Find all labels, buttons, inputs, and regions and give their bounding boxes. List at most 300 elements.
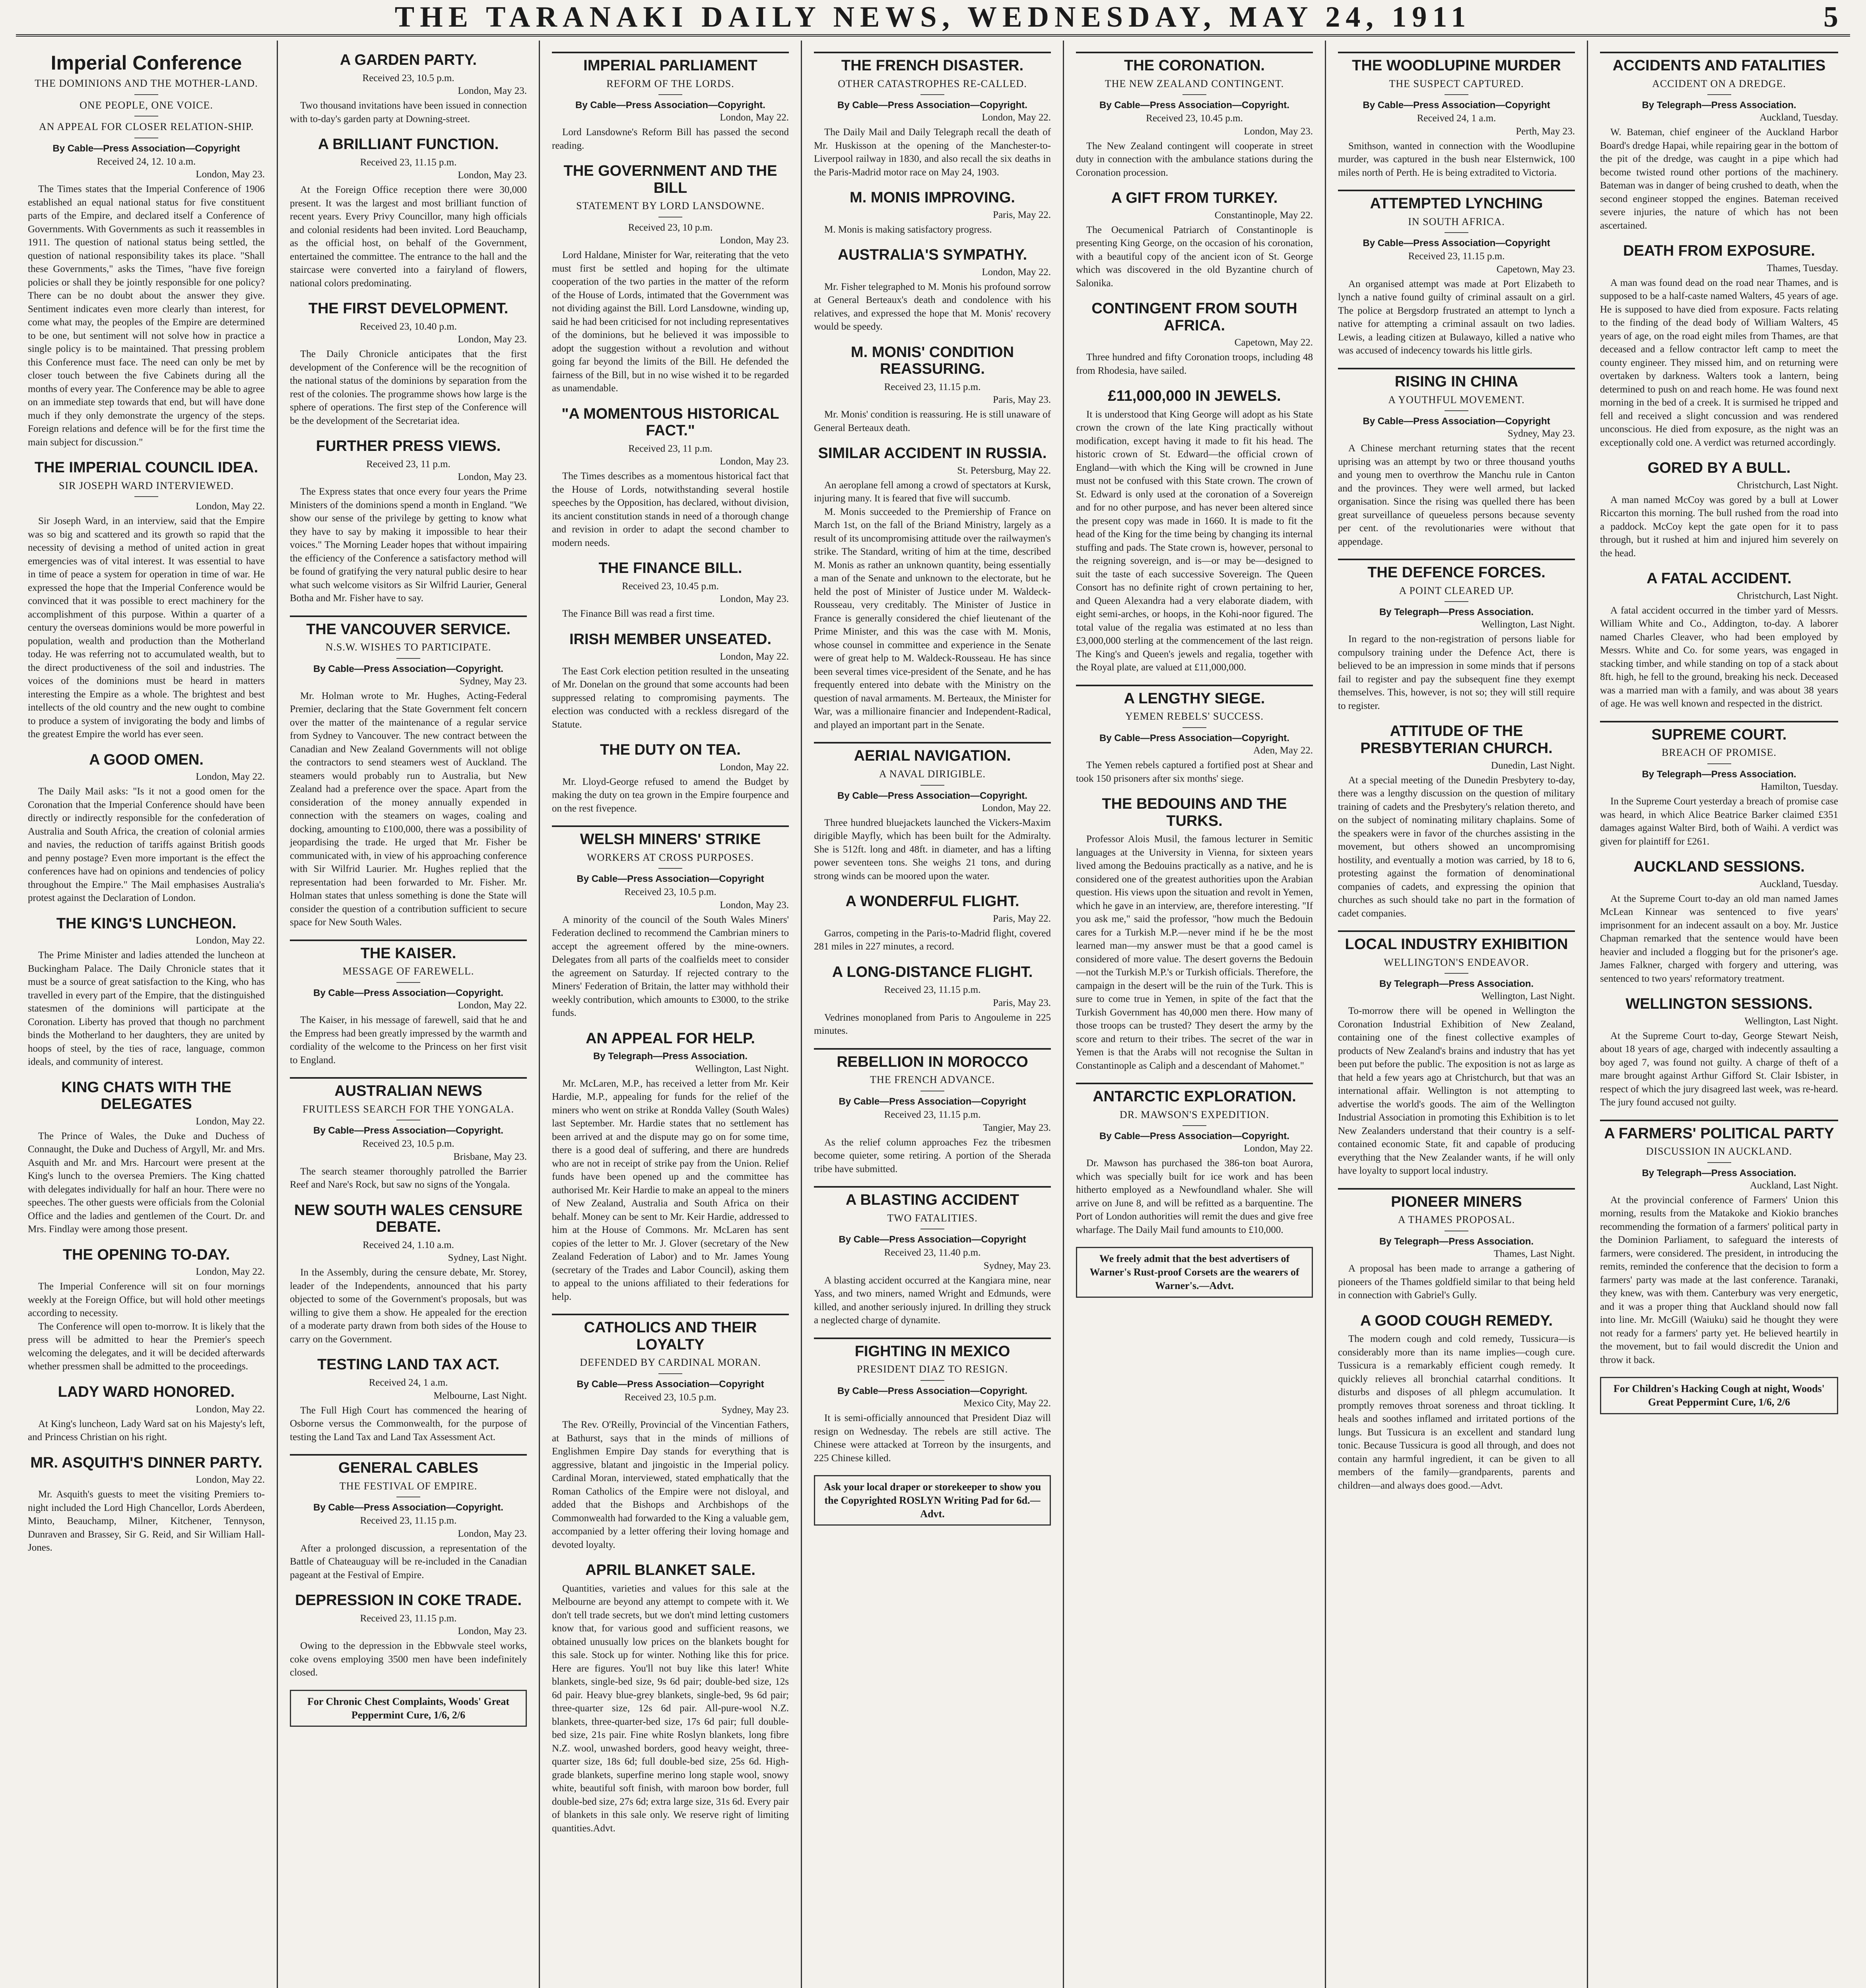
article (1600, 460, 1838, 560)
article-paragraph: The Express states that once every four years the Prime Ministers of the dominions spend a month in England. "We show our sense of the privilege by getting to know what they have to say by making it impossible to hear their voices." The Morning Leader hopes that without impairing the efficiency of the Conference a satisfactory method will be found of gratifying the very natural public desire to hear what such welcome visitors as Sir Wilfrid Laurier, General Botha and Mr. Fisher have to say. (290, 486, 527, 604)
article-dateline: London, May 23. (720, 235, 789, 246)
article (1076, 1083, 1313, 1237)
article-dateline: Wellington, Last Night. (1481, 991, 1575, 1002)
article-dateline: London, May 23. (1244, 126, 1313, 137)
article (290, 1592, 527, 1679)
article (1338, 1188, 1575, 1302)
article-paragraph: Mr. Lloyd-George refused to amend the Budget by making the duty on tea grown in the Empire fourpence and on the rest fivepence. (552, 776, 789, 814)
article-headline: M. MONIS IMPROVING. (850, 189, 1015, 206)
article-dateline: Paris, May 23. (993, 394, 1051, 406)
article-headline: AUSTRALIAN NEWS (290, 1077, 527, 1100)
article-subhead: ONE PEOPLE, ONE VOICE. (28, 99, 265, 117)
article (1600, 243, 1838, 449)
article-paragraph: The Imperial Conference will sit on four mornings weekly at the Foreign Office, but will hold other meetings according to necessity. (28, 1281, 265, 1319)
article-paragraph: At the Supreme Court to-day an old man named James McLean Kinnear was sentenced to five years' imprisonment for an indecent assault on a boy. Mr. Justice Chapman remarked that the sentence would have been heavier and included a flogging but for the prisoner's age. James Falkner, charged with forgery and uttering, was sentenced to two years' reformatory treatment. (1600, 893, 1838, 984)
column-6 (1326, 41, 1588, 1988)
article-credit: By Cable—Press Association—Copyright. (1099, 1131, 1289, 1142)
article-headline: REBELLION IN MOROCCO (814, 1048, 1051, 1071)
article-headline: LADY WARD HONORED. (58, 1383, 235, 1400)
article-credit: By Cable—Press Association—Copyright (839, 1234, 1026, 1245)
article (1600, 858, 1838, 985)
article (290, 300, 527, 427)
article-received: Received 24, 1 a.m. (1417, 113, 1496, 124)
article-credit: By Cable—Press Association—Copyright. (313, 1502, 503, 1513)
article (1338, 190, 1575, 357)
article-headline: A FARMERS' POLITICAL PARTY (1600, 1120, 1838, 1142)
article-received: Received 23, 10.5 p.m. (362, 72, 454, 83)
masthead-title: THE TARANAKI DAILY NEWS, WEDNESDAY, MAY 24, 1911 (394, 0, 1472, 33)
article-headline: GENERAL CABLES (290, 1454, 527, 1477)
article-dateline: Paris, May 23. (993, 997, 1051, 1008)
article-credit: By Cable—Press Association—Copyright (1363, 416, 1550, 427)
article-paragraph: The Kaiser, in his message of farewell, said that he and the Empress had been greatly impressed by the warmth and cordiality of the welcome to the Princess on her first visit to England. (290, 1015, 527, 1066)
article (28, 1454, 265, 1555)
masthead (16, 0, 1850, 37)
article-headline: A BRILLIANT FUNCTION. (318, 136, 499, 153)
article-headline: THE KING'S LUNCHEON. (56, 915, 237, 932)
article-headline: WELSH MINERS' STRIKE (552, 825, 789, 848)
article-paragraph: It is understood that King George will adopt as his State crown the crown of the late King practically without modification, except having it made to fit his head. The historic crown of St. Edward—the official crown of England—with which the King will be crowned in June must not be confused with this State crown. The crown of St. Edward is only used at the coronation of a Sovereign and for no other purpose, and has never been altered since the present copy was made in 1660. It is made to fit the head of the King for the time being by changing its internal stuffing and pads. The State crown is, however, personal to the reigning sovereign, and is—or may be—designed to suit the taste of each successive Sovereign. The Queen Consort has no definite right of crown pertaining to her, and Queen Alexandra had a very elaborate diadem, with eight semi-arches, or hoops, in the Kohi-noor figured. The total value of the regalia was estimated at no less than £3,000,000 sterling at the commencement of the last reign. The King's and Queen's jewels and regalia, together with the Royal plate, are valued at £11,000,000. (1076, 409, 1313, 673)
article-paragraph: A man was found dead on the road near Thames, and is supposed to be a half-caste named Walters, 45 years of age. He is supposed to have died from exposure. Facts relating to the finding of the dead body of William Walters, 45 years of age, on the road eight miles from Thames, are that deceased and a fellow contractor left camp to meet the county engineer. They missed him, and on returning were overtaken by darkness. Walters took a lantern, being determined to push on and reach home. He was found next morning in the bed of a creek. It is surmised he tripped and fell and received a slight concussion and was rendered unconscious. He died from exposure, as the night was an exceptionally cold one. A verdict was returned accordingly. (1600, 277, 1838, 448)
article-dateline: London, May 23. (458, 170, 527, 181)
column-3 (540, 41, 802, 1988)
advertisement-text: For Children's Hacking Cough at night, Woods' Great Peppermint Cure, 1/6, 2/6 (1614, 1383, 1825, 1408)
article-paragraph: At King's luncheon, Lady Ward sat on his Majesty's left, and Princess Christian on his right. (28, 1418, 265, 1443)
article-credit: By Cable—Press Association—Copyright. (575, 100, 765, 111)
article-dateline: London, May 22. (982, 266, 1051, 278)
article (28, 52, 265, 449)
article-headline: A FATAL ACCIDENT. (1647, 570, 1792, 587)
advertisement (814, 1475, 1051, 1526)
article-dateline: Aden, May 22. (1253, 745, 1313, 756)
article-headline: THE FIRST DEVELOPMENT. (308, 300, 509, 317)
article-received: Received 23, 11.15 p.m. (360, 1613, 457, 1624)
article (552, 406, 789, 550)
article-headline: FURTHER PRESS VIEWS. (316, 438, 501, 455)
article (814, 189, 1051, 236)
article-headline: THE BEDOUINS AND THE TURKS. (1102, 796, 1287, 829)
article (290, 615, 527, 929)
article-headline: IMPERIAL PARLIAMENT (552, 52, 789, 74)
article-headline: THE DEFENCE FORCES. (1338, 559, 1575, 581)
article-paragraph: Quantities, varieties and values for this sale at the Melbourne are beyond any attempt to compete with it. We don't tell trade secrets, but we don't mind letting customers know that, for various good and sufficient reasons, we obtained unusually low prices on the blankets bought for this sale. Stock up for winter. Nothing like this for price. Here are figures. You'll not buy like this later! White blankets, single-bed size, 9s 6d pair; double-bed size, 12s 6d pair. Heavy blue-grey blankets, single-bed, 9s 6d pair; three-quarter size, 12s 6d pair. All-pure-wool N.Z. blankets, three-quarter-bed size, 17s 6d pair; full double-bed size, 21s pair. Fine white Roslyn blankets, long fibre N.Z. wool, unwashed borders, good heavy weight, three-quarter size, 18s 6d; full double-bed size, 25s 6d. High-grade blankets, superfine merino long staple wool, snowy white, beautiful soft finish, with maroon bow border, full double-bed size, 27s 6d; extra large size, 31s 6d. Every pair of blankets in this sale only. We reserve right of limiting quantities.Advt. (552, 1583, 789, 1834)
article-dateline: London, May 22. (720, 761, 789, 773)
article-dateline: London, May 23. (458, 1626, 527, 1637)
article (28, 915, 265, 1069)
article-credit: By Cable—Press Association—Copyright (1363, 100, 1550, 111)
article-dateline: London, May 22. (196, 1116, 265, 1127)
article-paragraph: The Daily Mail and Daily Telegraph recall the death of Mr. Huskisson at the opening of the Manchester-to-Liverpool railway in 1830, and also recall the six deaths in the Paris-Madrid motor race on May 24, 1903. (814, 127, 1051, 178)
article-received: Received 23, 11.15 p.m. (360, 157, 457, 168)
article-credit: By Telegraph—Press Association. (593, 1051, 748, 1062)
article-paragraph: The Times describes as a momentous historical fact that the House of Lords, notwithstanding several hostile speeches by the Opposition, has declared, without division, its ancient constitution stands in need of a thorough change and revision in order to adapt the second chamber to modern needs. (552, 471, 789, 548)
article-paragraph: At the Foreign Office reception there were 30,000 present. It was the largest and most brilliant function of recent years. Every Privy Councillor, many high officials and colonial residents had been invited. Lord Beauchamp, as the official host, on behalf of the Government, entertained the committee. The entrance to the hall and the staircase were converted into a fairyland of flowers, national colors predominating. (290, 184, 527, 289)
article-paragraph: In regard to the non-registration of persons liable for compulsory training under the Defence Act, there is believed to be an impression in some minds that if persons fail to register and pay the subsequent fine they exempt themselves. This, however, is not so; they will still require to register. (1338, 634, 1575, 711)
article-dateline: London, May 22. (458, 1000, 527, 1011)
article-subhead: OTHER CATASTROPHES RE-CALLED. (814, 78, 1051, 95)
article (814, 742, 1051, 883)
article-paragraph: A minority of the council of the South Wales Miners' Federation declined to recommend the Cambrian miners to accept the agreement offered by the mine-owners. Delegates from all parts of the coalfields meet to consider the agreement on Saturday. If rejected contrary to the Miners' Federation of Britain, the latter may withhold their weekly contribution, which amounts to £3000, to the strike funds. (552, 914, 789, 1019)
article-credit: By Cable—Press Association—Copyright. (313, 987, 503, 998)
article-paragraph: A Chinese merchant returning states that the recent uprising was an attempt by two or three thousand youths and young men to overthrow the Manchu rule in Canton and the provinces. They were well armed, but lacked organisation. Since the rising was quelled there has been great surveillance of queueless persons because seventy per cent. of the revolutionaries were without that appendage. (1338, 443, 1575, 547)
column-2 (278, 41, 540, 1988)
article-credit: By Telegraph—Press Association. (1379, 978, 1534, 990)
article-paragraph: Sir Joseph Ward, in an interview, said that the Empire was so big and scattered and its growth so rapid that the necessity of devising a method of united action in great emergencies was of vital interest. It was essential to have in time of peace a system for operation in time of war. He expressed the hope that the Imperial Conference would be convinced that it was possible to erect machinery for the accomplishment of this purpose. Within a quarter of a century the overseas dominions would be more powerful in population, wealth and production than the Motherland today. He was referring not to accumulated wealth, but to the direct productiveness of the soil and industries. The voices of the dominions must be heard in matters interesting the Empire as a whole. The brightest and best intellects of the old country and the new ought to combine to produce a system of invigorating the body and limbs of the greatest Empire the world has ever seen. (28, 516, 265, 740)
article-paragraph: At the provincial conference of Farmers' Union this morning, results from the Matakoke and Kiokio branches recommending the formation of a farmers' political party in the Dominion Parliament, to safeguard the interests of farmers, were considered. The president, in introducing the remits, reminded the conference that the decision to form a farmers' party was made at the last conference. Taranaki, they knew, was with them. Canterbury was very energetic, and it was a proper thing that Auckland should now fall into line. Mr. McGill (Waiuku) said he thought they were not ready for a farmers' party yet. He believed heartily in the movement, but to fail would discredit the Union and throw it back. (1600, 1194, 1838, 1365)
article-received: Received 24, 1 a.m. (369, 1377, 448, 1388)
column-5 (1064, 41, 1326, 1988)
article-dateline: Wellington, Last Night. (695, 1063, 789, 1074)
article-paragraph: A fatal accident occurred in the timber yard of Messrs. William White and Co., Addington, to-day. A laborer named Charles Cleaver, who had been employed by Messrs. White and Co. for some years, was engaged in stacking timber, and while standing on top of a stack about 8ft. high, he fell to the ground, breaking his neck. Deceased was a married man with a family, and was about 38 years of age. He was well known and respected in the district. (1600, 605, 1838, 709)
article-dateline: Tangier, May 23. (983, 1122, 1051, 1133)
article-headline: A LONG-DISTANCE FLIGHT. (832, 963, 1033, 980)
article-credit: By Telegraph—Press Association. (1379, 1236, 1534, 1247)
article-subhead: A THAMES PROPOSAL. (1338, 1213, 1575, 1231)
article-dateline: Wellington, Last Night. (1481, 619, 1575, 630)
article-subhead: A YOUTHFUL MOVEMENT. (1338, 394, 1575, 412)
article (814, 445, 1051, 732)
article-dateline: Thames, Tuesday. (1767, 262, 1838, 274)
article-received: Received 24, 1.10 a.m. (363, 1239, 454, 1250)
article-subhead: THE DOMINIONS AND THE MOTHER-LAND. (28, 77, 265, 95)
article-subhead: WELLINGTON'S ENDEAVOR. (1338, 956, 1575, 974)
article-paragraph: Professor Alois Musil, the famous lecturer in Semitic languages at the University in Vienna, for sixteen years lived among the Bedouins practically as a native, and he is considered one of the greatest authorities upon the Arabian question. His views upon the situation and revolt in Yemen, which he gave in an interview, are, therefore interesting. "If you ask me," said the professor, "how much the Bedouin cares for a Turkish M.P.—never mind if he be the most learned man—my answer must be that a good camel is considered of more value. The desert governs the Bedouin—not the Turkish M.P.'s or Turkish officials. Therefore, the campaign in the desert will be the ruin of the Turk. This is sure to come true in Yemen, in spite of the fact that the Turkish Government has 40,000 men there. How many of those troops can be trusted? They desert the army by the score and return to their tribes. The secret of the war in Yemen is that the Arabs will not recognise the Sultan in Constantinople as Caliph and a descendant of Mahomet." (1076, 834, 1313, 1071)
article-received: Received 23, 11.15 p.m. (360, 1515, 457, 1526)
article-headline: THE KAISER. (290, 940, 527, 962)
article-received: Received 23, 11 p.m. (366, 458, 450, 470)
article-dateline: Paris, May 22. (993, 209, 1051, 220)
advertisement-text: For Chronic Chest Complaints, Woods' Great Peppermint Cure, 1/6, 2/6 (307, 1695, 509, 1721)
article-dateline: London, May 23. (458, 1528, 527, 1539)
article (1600, 52, 1838, 232)
article-received: Received 23, 10.5 p.m. (362, 1138, 454, 1149)
article (814, 1338, 1051, 1465)
article-paragraph: Lord Haldane, Minister for War, reiterating that the veto must first be settled and hoping for the ultimate cooperation of the two parties in the matter of the reform of the House of Lords, intimated that the Government was not dividing against the Bill. Lord Lansdowne, winding up, said he had been criticised for not including representatives of the dominions, but he believed it was impossible to adopt the suggestion without a revolution and without going far beyond the limits of the Bill. He defended the fairness of the Bill, but in no wise wished it to be regarded as unamendable. (552, 250, 789, 394)
article-headline: DEATH FROM EXPOSURE. (1623, 243, 1815, 260)
column-7 (1588, 41, 1850, 1988)
article-paragraph: The modern cough and cold remedy, Tussicura—is considerably more than its name implies—cough cure. Tussicura is a remarkably efficient cough remedy. It quickly relieves all bronchial catarrhal conditions. It disturbs and disposes of all phlegm accumulation. It promptly removes throat soreness and throat tickling. It heals and soothes inflamed and irritated portions of the lungs. But Tussicura is an excellent and standard lung tonic. Because Tussicura is good all through, and does not contain any harmful ingredient, it can be given to all members of the family—grandparents, parents and children—and always does good.—Advt. (1338, 1334, 1575, 1491)
article-headline: SUPREME COURT. (1600, 721, 1838, 744)
article-paragraph: The Daily Mail asks: "Is it not a good omen for the Coronation that the Imperial Conference should have been directly or indirectly responsible for the confederation of Australia and South Africa, the creation of colonial armies and navies, the reduction of tariffs against British goods and penny postage? Even more important is the effect the conferences have had on opinions and tendencies of policy throughout the Empire." The Mail emphasises Australia's protest against the Declaration of London. (28, 786, 265, 904)
article-dateline: Sydney, Last Night. (448, 1252, 527, 1264)
article-credit: By Cable—Press Association—Copyright. (1099, 100, 1289, 111)
news-columns (16, 41, 1850, 1988)
article-headline: MR. ASQUITH'S DINNER PARTY. (30, 1454, 262, 1471)
article-received: Received 24, 12. 10 a.m. (97, 156, 196, 167)
article-subhead: DEFENDED BY CARDINAL MORAN. (552, 1356, 789, 1374)
article-headline: £11,000,000 IN JEWELS. (1108, 388, 1281, 405)
article (1076, 796, 1313, 1072)
article-paragraph: The Prime Minister and ladies attended the luncheon at Buckingham Palace. The Daily Chronicle states that it must be a source of great satisfaction to the King, who has travelled in every part of the Empire, that the distinguished statesmen of the dominions will participate at the Coronation. Liberty has proved that though no parchment binds the Motherland to her daughters, they are united by hoops of steel, by the ties of race, language, common ideals, and community of interest. (28, 950, 265, 1068)
article-received: Received 23, 11.15 p.m. (884, 381, 981, 392)
article-subhead: MESSAGE OF FAREWELL. (290, 965, 527, 983)
article-dateline: London, May 23. (720, 899, 789, 911)
article (1076, 388, 1313, 674)
article-paragraph: It is semi-officially announced that President Diaz will resign on Wednesday. The rebels are still active. The Chinese were attacked at Torreon by the insurgents, and 225 Chinese killed. (814, 1413, 1051, 1464)
article-dateline: London, May 22. (196, 1474, 265, 1485)
article (552, 1030, 789, 1303)
article-credit: By Cable—Press Association—Copyright (577, 874, 764, 885)
article-received: Received 23, 11 p.m. (628, 443, 713, 454)
article-dateline: London, May 22. (196, 501, 265, 512)
article (1076, 52, 1313, 179)
article (290, 1454, 527, 1582)
article (1600, 1120, 1838, 1367)
article-dateline: London, May 23. (458, 334, 527, 345)
article-headline: FIGHTING IN MEXICO (814, 1338, 1051, 1360)
article-paragraph: The Yemen rebels captured a fortified post at Shear and took 150 prisoners after six months' siege. (1076, 760, 1313, 784)
article-headline: THE WOODLUPINE MURDER (1338, 52, 1575, 74)
article-credit: By Cable—Press Association—Copyright. (1099, 732, 1289, 744)
article-subhead: SIR JOSEPH WARD INTERVIEWED. (28, 480, 265, 497)
advertisement-text: Ask your local draper or storekeeper to show you the Copyrighted ROSLYN Writing Pad for 6d.—Advt. (823, 1481, 1041, 1520)
article (290, 1356, 527, 1444)
article-paragraph: After a prolonged discussion, a representation of the Battle of Chateauguay will be re-included in the Canadian pageant at the Festival of Empire. (290, 1543, 527, 1580)
article-paragraph: The Rev. O'Reilly, Provincial of the Vincentian Fathers, at Bathurst, says that in the minds of millions of Englishmen Empire Day stands for everything that is aggressive, blatant and jingoistic in the Imperial policy. Cardinal Moran, interviewed, stated emphatically that the Roman Catholics of the Empire were not disloyal, and added that the Bishops and Archbishops of the Commonwealth had forwarded to the King a valuable gem, accompanied by a letter offering their loving homage and devoted loyalty. (552, 1419, 789, 1550)
page-number: 5 (1823, 0, 1838, 33)
article-paragraph: Two thousand invitations have been issued in connection with to-day's garden party at Downing-street. (290, 100, 527, 124)
article (1076, 190, 1313, 290)
article-headline: THE IMPERIAL COUNCIL IDEA. (34, 459, 258, 476)
article-paragraph: The New Zealand contingent will cooperate in street duty in connection with the ambulance stations during the Coronation procession. (1076, 140, 1313, 178)
article-paragraph: Garros, competing in the Paris-to-Madrid flight, covered 281 miles in 227 minutes, a record. (814, 928, 1051, 952)
article (1338, 559, 1575, 712)
article-headline: THE GOVERNMENT AND THE BILL (563, 163, 777, 196)
article-paragraph: The Full High Court has commenced the hearing of Osborne versus the Commonwealth, for the purpose of testing the Land Tax and Land Tax Assessment Act. (290, 1405, 527, 1442)
advertisement (290, 1690, 527, 1727)
article-dateline: London, May 22. (720, 651, 789, 662)
article-subhead: YEMEN REBELS' SUCCESS. (1076, 710, 1313, 728)
article-headline: DEPRESSION IN COKE TRADE. (295, 1592, 522, 1609)
article-dateline: Auckland, Tuesday. (1759, 878, 1838, 889)
article (814, 1186, 1051, 1327)
article (290, 940, 527, 1067)
article-subhead: PRESIDENT DIAZ TO RESIGN. (814, 1363, 1051, 1381)
article-subhead: ACCIDENT ON A DREDGE. (1600, 78, 1838, 95)
article-headline: TESTING LAND TAX ACT. (317, 1356, 500, 1373)
article-headline: A GOOD OMEN. (89, 751, 204, 768)
article-headline: M. MONIS' CONDITION REASSURING. (850, 344, 1014, 378)
article-dateline: London, May 22. (720, 112, 789, 123)
article-dateline: London, May 22. (196, 935, 265, 946)
article-subhead: THE SUSPECT CAPTURED. (1338, 78, 1575, 95)
article-dateline: St. Petersburg, May 22. (957, 465, 1051, 476)
article-subhead: A POINT CLEARED UP. (1338, 584, 1575, 602)
article-paragraph: Smithson, wanted in connection with the Woodlupine murder, was captured in the bush near Elsternwick, 100 miles north of Perth. He is being extradited to Victoria. (1338, 140, 1575, 178)
article-received: Received 23, 10.45 p.m. (1146, 113, 1243, 124)
article-headline: ACCIDENTS AND FATALITIES (1600, 52, 1838, 74)
article-subhead: THE NEW ZEALAND CONTINGENT. (1076, 78, 1313, 95)
article-headline: A LENGTHY SIEGE. (1076, 685, 1313, 707)
article-dateline: Christchurch, Last Night. (1737, 590, 1838, 601)
article-headline: "A MOMENTOUS HISTORICAL FACT." (561, 405, 779, 439)
article (290, 1202, 527, 1346)
article (814, 247, 1051, 334)
article-headline: CATHOLICS AND THEIR LOYALTY (552, 1314, 789, 1353)
article-received: Received 23, 10.5 p.m. (624, 1392, 716, 1403)
article (1338, 52, 1575, 179)
article-dateline: London, May 22. (982, 802, 1051, 813)
article-subhead: TWO FATALITIES. (814, 1212, 1051, 1230)
article-headline: GORED BY A BULL. (1647, 460, 1791, 477)
article-paragraph: Mr. Asquith's guests to meet the visiting Premiers to-night included the Lord High Chancellor, Lords Aberdeen, Minto, Beauchamp, Milner, Kitchener, Tennyson, Dunraven and Brassey, Sir G. Reid, and Sir William Hall-Jones. (28, 1489, 265, 1553)
article-headline: WELLINGTON SESSIONS. (1625, 996, 1813, 1013)
article-headline: NEW SOUTH WALES CENSURE DEBATE. (294, 1202, 523, 1236)
article-paragraph: In the Supreme Court yesterday a breach of promise case was heard, in which Alice Beatrice Barker claimed £351 damages against Walter Bird, both of Waihi. A verdict was given for plaintiff for £261. (1600, 796, 1838, 847)
article-headline: APRIL BLANKET SALE. (585, 1562, 755, 1579)
article-paragraph: The East Cork election petition resulted in the unseating of Mr. Donelan on the ground that some accounts had been suppressed relating to compromising payments. The election was conducted with a reckless disregard of the Statute. (552, 666, 789, 730)
article-dateline: London, May 23. (458, 85, 527, 97)
article-dateline: London, May 22. (196, 1404, 265, 1415)
article-dateline: London, May 23. (720, 594, 789, 605)
article-credit: By Telegraph—Press Association. (1379, 607, 1534, 618)
article (552, 631, 789, 731)
article-headline: IRISH MEMBER UNSEATED. (569, 631, 772, 648)
article-credit: By Telegraph—Press Association. (1642, 100, 1796, 111)
article-subhead: FRUITLESS SEARCH FOR THE YONGALA. (290, 1103, 527, 1121)
article-received: Received 23, 11.40 p.m. (884, 1247, 981, 1258)
article-credit: By Cable—Press Association—Copyright. (313, 663, 503, 674)
article-received: Received 23, 10.40 p.m. (360, 321, 457, 332)
article-paragraph: W. Bateman, chief engineer of the Auckland Harbor Board's dredge Hapai, while repairing gear in the bottom of the pit of the dredge, was caught in a pipe which had become twisted round other portions of the machinery. Bateman was in danger of being crushed to death, when the second engineer stopped the engines. Bateman received severe injuries, the nature of which has not been ascertained. (1600, 127, 1838, 231)
article-paragraph: The Conference will open to-morrow. It is likely that the press will be admitted to hear the Premier's speech welcoming the delegates, and it will be decided afterwards whether pressmen shall be admitted to the proceedings. (28, 1321, 265, 1372)
article (290, 438, 527, 605)
article-dateline: Paris, May 22. (993, 913, 1051, 924)
article-headline: CONTINGENT FROM SOUTH AFRICA. (1091, 300, 1297, 334)
article-credit: By Cable—Press Association—Copyright. (837, 1385, 1027, 1396)
article (814, 1048, 1051, 1176)
article-subhead: WORKERS AT CROSS PURPOSES. (552, 851, 789, 869)
article (290, 1077, 527, 1192)
article-subhead: STATEMENT BY LORD LANSDOWNE. (552, 200, 789, 217)
article-dateline: Perth, May 23. (1516, 126, 1575, 137)
article-headline: THE CORONATION. (1076, 52, 1313, 74)
article (552, 163, 789, 395)
article-headline: THE DUTY ON TEA. (600, 742, 741, 759)
article-paragraph: A blasting accident occurred at the Kangiara mine, near Yass, and two miners, named Wright and Edmunds, were killed, and another seriously injured. In drilling they struck a neglected charge of dynamite. (814, 1275, 1051, 1326)
article-headline: A WONDERFUL FLIGHT. (845, 893, 1019, 910)
article-paragraph: Dr. Mawson has purchased the 386-ton boat Aurora, which was specially built for ice work and has been hitherto employed as a Newfoundland whaler. She will arrive on June 8, and will be refitted as a barquentine. The Port of London authorities will remit the dues and give free wharfage. The Daily Mail fund amounts to £10,000. (1076, 1158, 1313, 1235)
article-dateline: Sydney, May 23. (983, 1260, 1051, 1271)
article-paragraph: M. Monis is making satisfactory progress. (824, 224, 992, 235)
article-paragraph: Three hundred and fifty Coronation troops, including 48 from Rhodesia, have sailed. (1076, 352, 1313, 376)
article-paragraph: An organised attempt was made at Port Elizabeth to lynch a native found guilty of criminal assault on a girl. The police at Bergsdorp frustrated an attempt to lynch a native for attempting a criminal assault on two ladies. Lewis, a leading citizen at Bulawayo, killed a native who was accused of indecency towards his little girls. (1338, 278, 1575, 356)
article (552, 742, 789, 815)
article-paragraph: Lord Lansdowne's Reform Bill has passed the second reading. (552, 127, 789, 151)
article-paragraph: The search steamer thoroughly patrolled the Barrier Reef and Nare's Rock, but saw no signs of the Yongala. (290, 1166, 527, 1190)
article (552, 1314, 789, 1551)
article-received: Received 23, 10.5 p.m. (624, 887, 716, 898)
article-subhead: DR. MAWSON'S EXPEDITION. (1076, 1109, 1313, 1126)
article-received: Received 23, 11.15 p.m. (884, 1109, 981, 1120)
article (814, 893, 1051, 953)
article (1076, 685, 1313, 785)
article-dateline: Brisbane, May 23. (453, 1151, 527, 1162)
article-headline: AERIAL NAVIGATION. (814, 742, 1051, 765)
article-headline: Imperial Conference (50, 52, 242, 74)
article-dateline: Sydney, May 23. (1507, 428, 1575, 439)
article-paragraph: At a special meeting of the Dunedin Presbytery to-day, there was a lengthy discussion on the question of military training of cadets and the Presbytery's relation thereto, and on the subject of nominating military chaplains. Some of the speakers were in favor of the churches assisting in the movement, but others showed an uncompromising hostility, and eventually a motion was carried, by 18 to 6, protesting against the formation of denominational companies of cadets, and expressing the opinion that churches as such should take no part in the formation of cadet companies. (1338, 775, 1575, 919)
article-paragraph: At the Supreme Court to-day, George Stewart Neish, about 18 years of age, charged with indecently assaulting a boy aged 7, was found not guilty. A charge of theft of a mare brought against Arthur Gifford St. Clair Isbister, in respect of which the jury disagreed last week, was re-heard. The jury found accused not guilty. (1600, 1030, 1838, 1108)
article (552, 560, 789, 621)
article-paragraph: M. Monis succeeded to the Premiership of France on March 1st, on the fall of the Briand Ministry, largely as a result of its uncompromising attitude over the railwaymen's strike. The Standard, writing of him at the time, described M. Monis as rather an unknown quantity, being essentially a man of the Senate and unknown to the electorate, but he held the post of Minister of Justice under M. Waldeck-Rousseau, very creditably. The Minister of Justice in France is generally considered the chief lieutenant of the Prime Minister, and this was the case with M. Monis, whose counsel in committee and experience in the Senate were of great help to M. Waldeck-Rousseau. He has since been several times vice-president of the Senate, and he has frequently entered into debate with the Ministry on the question of naval armaments. M. Berteaux, the Minister for War, was a millionaire financier and Independent-Radical, and played an important part in the Senate. (814, 506, 1051, 730)
article-dateline: Sydney, May 23. (459, 676, 527, 687)
article-paragraph: A man named McCoy was gored by a bull at Lower Riccarton this morning. The bull rushed from the road into a paddock. McCoy kept the gate open for it to pass through, but it rushed at him and injured him severely on the head. (1600, 494, 1838, 559)
article-received: Received 23, 11.15 p.m. (884, 984, 981, 996)
article-subhead: THE FESTIVAL OF EMPIRE. (290, 1480, 527, 1498)
article-received: Received 23, 10.45 p.m. (622, 580, 719, 592)
article (28, 1079, 265, 1236)
article-headline: THE FRENCH DISASTER. (814, 52, 1051, 74)
article-subhead: N.S.W. WISHES TO PARTICIPATE. (290, 641, 527, 659)
article-paragraph: The Oecumenical Patriarch of Constantinople is presenting King George, on the occasion of his coronation, with a beautiful copy of the ancient icon of St. George which was discovered in the old Byzantine church of Salonika. (1076, 224, 1313, 289)
article-paragraph: Mr. Monis' condition is reassuring. He is still unaware of General Berteaux death. (814, 409, 1051, 433)
article-paragraph: The Daily Chronicle anticipates that the first development of the Conference will be the recognition of the national status of the dominions by separation from the rest of the colonies. The programme shows how large is the sphere of operations. The first step of the Conference will be the development of the Secretariat idea. (290, 349, 527, 426)
article-dateline: London, May 23. (458, 472, 527, 483)
advertisement (1076, 1247, 1313, 1297)
article-dateline: Capetown, May 23. (1496, 264, 1575, 275)
advertisement-text: We freely admit that the best advertisers of Warner's Rust-proof Corsets are the wearers of Warner's.—Advt. (1089, 1253, 1299, 1292)
advertisement (1600, 1377, 1838, 1414)
article-headline: PIONEER MINERS (1338, 1188, 1575, 1211)
article-paragraph: An aeroplane fell among a crowd of spectators at Kursk, injuring many. It is feared that five will succumb. (814, 480, 1051, 504)
article (1338, 368, 1575, 548)
article-paragraph: As the relief column approaches Fez the tribesmen become quieter, some retiring. A portion of the Sherada tribe have submitted. (814, 1137, 1051, 1175)
article-paragraph: The Times states that the Imperial Conference of 1906 established an equal national status for five constituent parts of the Empire, and declared itself a Conference of Governments. With Governments as such it reassembles in 1911. The question of national status being settled, the question of national responsibility takes its place. "Shall these Governments," asks the Times, "have five foreign policies or shall they be jointly responsible for one policy? There can be no doubt about the answer they give. Sentiment indicates even more clearly than interest, for come what may, the peoples of the Empire are determined to be one, but sentiment will not solve how in practice a single policy is to be maintained. That pressing problem this Conference must face. The need can only be met by closer touch between the five Cabinets during all the months of every year. The Conference may be able to agree on an immediate step towards that end, but will have done much if they only demonstrate the urgency of the steps. Foreign relations and defence will be for the first time the main subject for discussion." (28, 184, 265, 448)
article-dateline: London, May 23. (720, 456, 789, 467)
article-credit: By Cable—Press Association—Copyright (839, 1096, 1026, 1107)
article-dateline: London, May 22. (196, 771, 265, 782)
article-headline: THE VANCOUVER SERVICE. (290, 615, 527, 638)
article-headline: A BLASTING ACCIDENT (814, 1186, 1051, 1209)
article-credit: By Telegraph—Press Association. (1642, 769, 1796, 780)
article (28, 1384, 265, 1444)
article-dateline: Capetown, May 22. (1234, 337, 1313, 348)
article-credit: By Cable—Press Association—Copyright (577, 1378, 764, 1390)
article (290, 136, 527, 290)
article-headline: AN APPEAL FOR HELP. (586, 1030, 755, 1047)
article-dateline: Wellington, Last Night. (1744, 1015, 1838, 1027)
article-subhead: IN SOUTH AFRICA. (1338, 215, 1575, 233)
column-1 (16, 41, 278, 1988)
article (290, 52, 527, 126)
article-credit: By Cable—Press Association—Copyright. (313, 1125, 503, 1136)
article-dateline: Thames, Last Night. (1493, 1248, 1575, 1259)
article (1338, 723, 1575, 920)
article-paragraph: Mr. McLaren, M.P., has received a letter from Mr. Keir Hardie, M.P., appealing for funds for the relief of the miners who went on strike at Rondda Valley (South Wales) last September. Mr. Hardie states that no settlement has been arrived at and the dispute may go on for some time, there is a good deal of suffering, and there are hundreds who are not in receipt of strike pay from the Union. Relief funds have been opened up and the committee has authorised Mr. Keir Hardie to make an appeal to the miners of New Zealand, Australia and South Africa on their behalf. Money can be sent to Mr. Keir Hardie, addressed to him at the House of Commons. Mr. McLaren has sent copies of the letter to Mr. J. Glover (secretary of the New Zealand Federation of Labor) and to Mr. James Young (secretary of the Trades and Labor Council), asking them to appeal to the unions affiliated to their federations for help. (552, 1078, 789, 1302)
article-paragraph: The Finance Bill was read a first time. (562, 608, 715, 619)
article-paragraph: Owing to the depression in the Ebbwvale steel works, coke ovens employing 3500 men have been indefinitely closed. (290, 1640, 527, 1678)
article-dateline: London, May 23. (196, 169, 265, 180)
article-headline: A GIFT FROM TURKEY. (1111, 190, 1278, 207)
article-paragraph: To-morrow there will be opened in Wellington the Coronation Industrial Exhibition of New Zealand, containing one of the finest collective examples of products of New Zealand's brains and industry that has yet been put before the public. The exposition is not as large as that held a few years ago at Christchurch, but that was an international affair. Wellington is not attempting to advertise the world's goods. The aim of the Wellington Industrial Association in promoting this Exhibition is to let New Zealanders understand that their country is a self-contained economic State, fit and capable of producing everything that the New Zealander wants, if he will only have loyalty to support local industry. (1338, 1006, 1575, 1176)
column-4 (802, 41, 1064, 1988)
article-dateline: Mexico City, May 22. (963, 1398, 1051, 1409)
article-dateline: London, May 22. (196, 1266, 265, 1277)
article-dateline: Constantinople, May 22. (1214, 210, 1313, 221)
article (1600, 996, 1838, 1109)
article-headline: KING CHATS WITH THE DELEGATES (61, 1079, 231, 1113)
article (814, 52, 1051, 179)
article-paragraph: Mr. Holman wrote to Mr. Hughes, Acting-Federal Premier, declaring that the State Government felt concern over the matter of the maintenance of a regular service from Sydney to Vancouver. The new contract between the Canadian and New Zealand Governments will not oblige the contractors to send steamers west of Auckland. The steamers would probably run to Australia, but New Zealand had a preference over the space. Apart from the consideration of the money annually expended in connection with the steamers on wages, coaling and docking, amounting to £100,000, there was a possibility of jeopardising the trade. He urged that Mr. Fisher be communicated with, in view of his approaching conference with Sir Wilfrid Laurier. Mr. Hughes replied that the representation had been forwarded to Mr. Fisher. Mr. Holman states that unless something is done the State will consider the question of a contribution sufficient to secure space for New South Wales. (290, 690, 527, 928)
article (1076, 300, 1313, 377)
article-paragraph: Mr. Fisher telegraphed to M. Monis his profound sorrow at General Berteaux's death and condolence with his relatives, and expressed the hope that M. Monis' recovery would be speedy. (814, 281, 1051, 332)
article (552, 1562, 789, 1835)
article-paragraph: A proposal has been made to arrange a gathering of pioneers of the Thames goldfield similar to that being held in connection with Gabriel's Gully. (1338, 1263, 1575, 1301)
article-received: Received 23, 10 p.m. (628, 222, 713, 233)
article-paragraph: Vedrines monoplaned from Paris to Angouleme in 225 minutes. (814, 1012, 1051, 1037)
article-headline: THE OPENING TO-DAY. (62, 1246, 230, 1263)
